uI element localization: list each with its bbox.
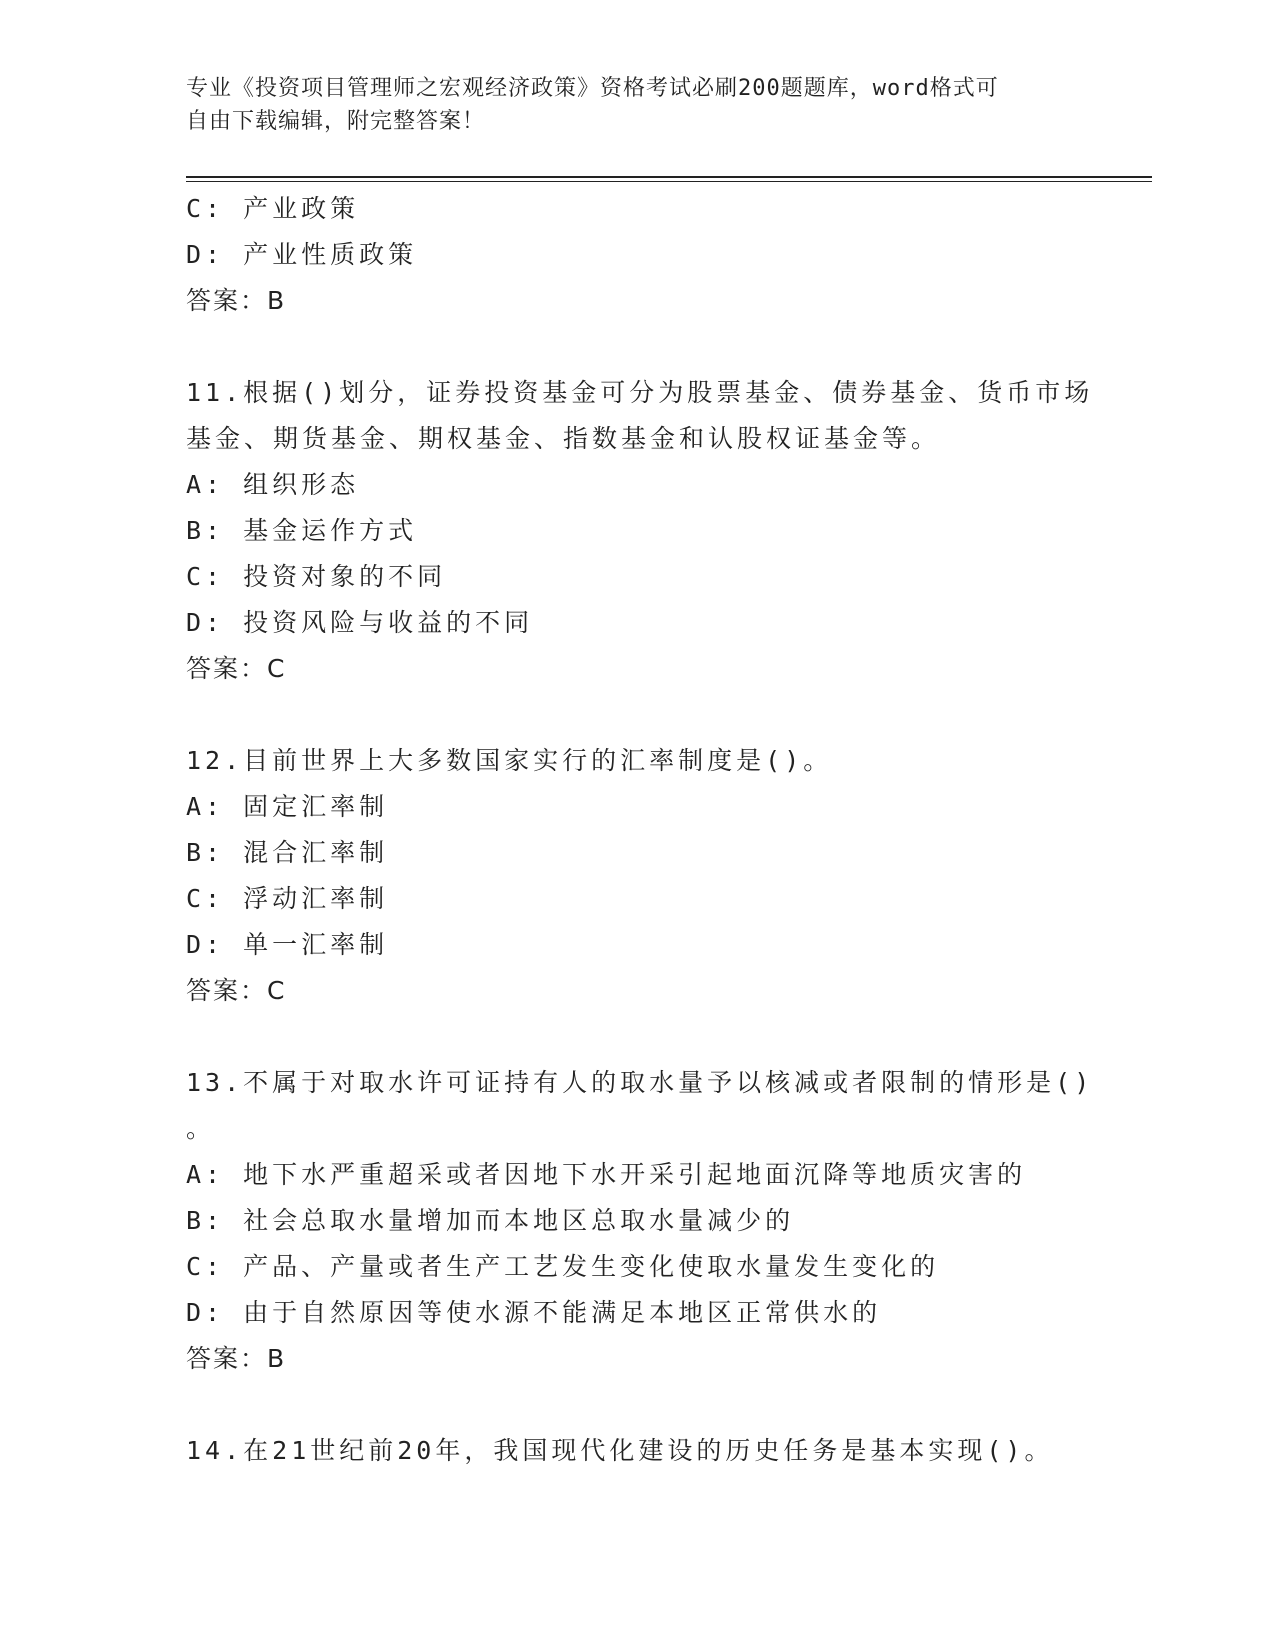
question-stem: 13.不属于对取水许可证持有人的取水量予以核减或者限制的情形是() xyxy=(186,1068,1094,1097)
option-d: D: 单一汇率制 xyxy=(186,930,389,959)
question-13 xyxy=(186,1060,1094,1382)
question-stem: 12.目前世界上大多数国家实行的汇率制度是()。 xyxy=(186,746,833,775)
question-stem-continued: 基金、期货基金、期权基金、指数基金和认股权证基金等。 xyxy=(186,424,941,453)
option-b: B: 混合汇率制 xyxy=(186,838,389,867)
question-stem: 14.在21世纪前20年，我国现代化建设的历史任务是基本实现()。 xyxy=(186,1436,1054,1465)
question-14 xyxy=(186,1428,1086,1474)
option-b: B: 社会总取水量增加而本地区总取水量减少的 xyxy=(186,1206,795,1235)
option-b: B: 基金运作方式 xyxy=(186,516,418,545)
option-c: C: 投资对象的不同 xyxy=(186,562,447,591)
answer-line: 答案：C xyxy=(186,976,287,1005)
option-a: A: 固定汇率制 xyxy=(186,792,389,821)
spacer xyxy=(186,324,1086,370)
page-header xyxy=(186,72,1086,138)
option-a: A: 组织形态 xyxy=(186,470,360,499)
spacer xyxy=(186,692,1086,738)
question-stem: 11.根据()划分，证券投资基金可分为股票基金、债券基金、货币市场 xyxy=(186,378,1094,407)
question-12 xyxy=(186,738,1086,1014)
question-11 xyxy=(186,370,1094,692)
header-divider-thin xyxy=(186,181,1152,182)
question-10-tail xyxy=(186,186,1086,324)
header-line-1: 专业《投资项目管理师之宏观经济政策》资格考试必刷200题题库，word格式可 xyxy=(186,76,999,101)
header-divider-thick xyxy=(186,176,1152,178)
spacer xyxy=(186,1382,1086,1428)
question-content xyxy=(186,186,1094,1474)
answer-line: 答案：B xyxy=(186,286,287,315)
question-stem-continued: 。 xyxy=(186,1114,216,1143)
option-c: C: 浮动汇率制 xyxy=(186,884,389,913)
answer-line: 答案：C xyxy=(186,654,287,683)
option-d: D: 投资风险与收益的不同 xyxy=(186,608,534,637)
option-c: C: 产业政策 xyxy=(186,194,360,223)
spacer xyxy=(186,1014,1086,1060)
option-d: D: 由于自然原因等使水源不能满足本地区正常供水的 xyxy=(186,1298,882,1327)
option-a: A: 地下水严重超采或者因地下水开采引起地面沉降等地质灾害的 xyxy=(186,1160,1027,1189)
header-line-2: 自由下载编辑，附完整答案！ xyxy=(186,109,486,134)
option-c: C: 产品、产量或者生产工艺发生变化使取水量发生变化的 xyxy=(186,1252,940,1281)
option-d: D: 产业性质政策 xyxy=(186,240,418,269)
answer-line: 答案：B xyxy=(186,1344,287,1373)
